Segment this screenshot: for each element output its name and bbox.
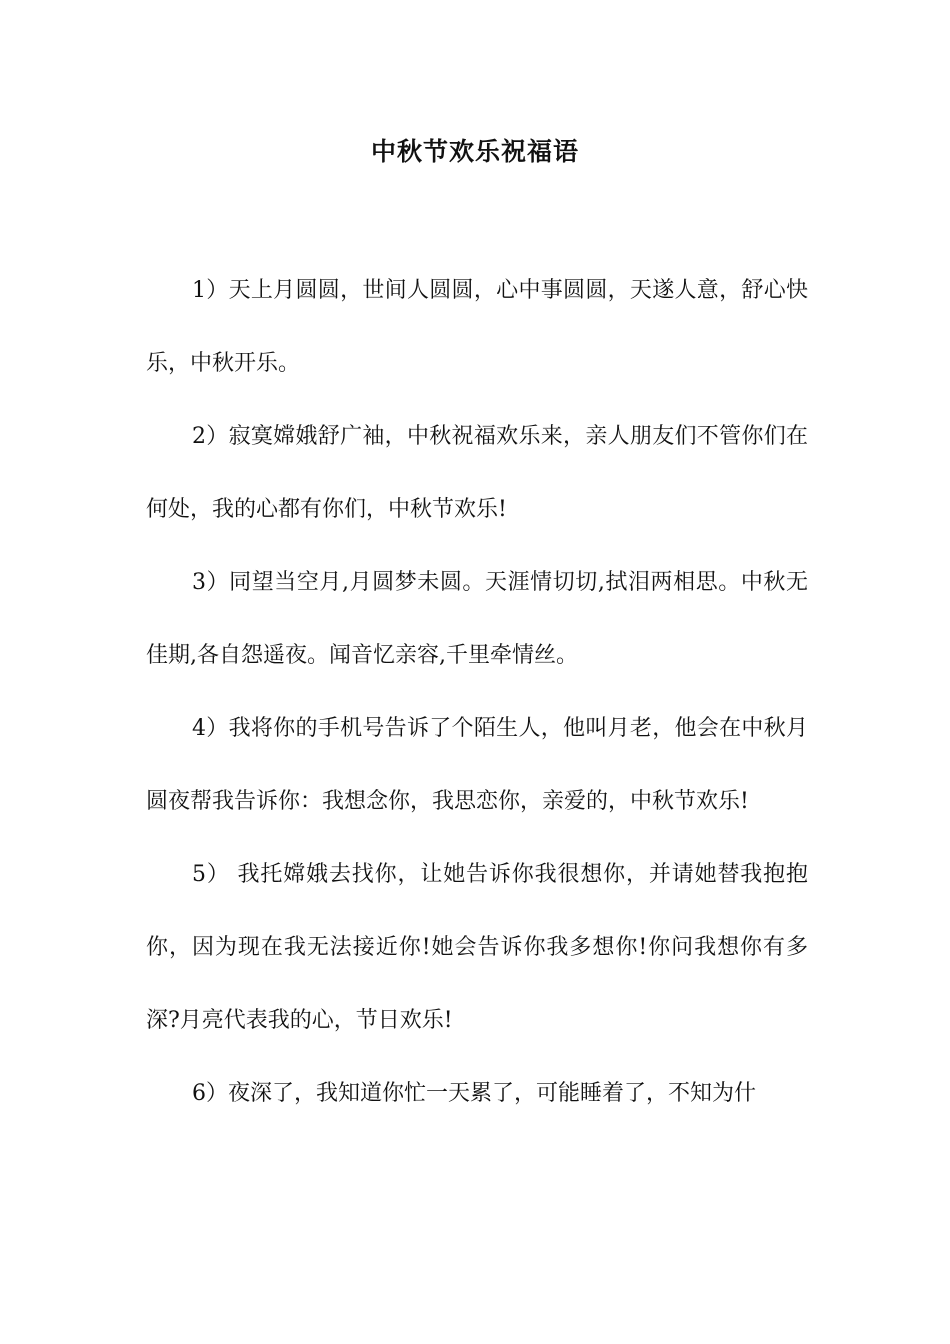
paragraph-number: 4） [192, 716, 229, 741]
paragraph-6 [146, 1057, 808, 1130]
paragraph-number: 6） [192, 1081, 228, 1106]
paragraph-text: 我将你的手机号告诉了个陌生人，他叫月老，他会在中秋月圆夜帮我告诉你：我想念你，我思恋你，亲爱的，中秋节欢乐! [146, 716, 808, 814]
paragraph-2 [146, 400, 808, 546]
document-body [146, 254, 808, 1130]
paragraph-text: 夜深了，我知道你忙一天累了，可能睡着了，不知为什 [228, 1081, 757, 1106]
paragraph-number: 5） [192, 862, 230, 887]
paragraph-4 [146, 692, 808, 838]
paragraph-text: 我托嫦娥去找你，让她告诉你我很想你，并请她替我抱抱你，因为现在我无法接近你!她会告诉你我多想你!你问我想你有多深?月亮代表我的心，节日欢乐! [146, 862, 808, 1033]
paragraph-number: 3） [192, 570, 230, 595]
paragraph-1 [146, 254, 808, 400]
paragraph-text: 寂寞嫦娥舒广袖，中秋祝福欢乐来，亲人朋友们不管你们在何处，我的心都有你们，中秋节欢乐! [146, 424, 808, 522]
paragraph-5 [146, 838, 808, 1057]
document-title: 中秋节欢乐祝福语 [370, 137, 579, 166]
paragraph-number: 1） [192, 278, 229, 303]
paragraph-text: 同望当空月,月圆梦未圆。天涯情切切,拭泪两相思。中秋无佳期,各自怨遥夜。闻音忆亲容,千里牵情丝。 [146, 570, 808, 668]
paragraph-text: 天上月圆圆，世间人圆圆，心中事圆圆，天遂人意，舒心快乐，中秋开乐。 [146, 278, 808, 376]
paragraph-number: 2） [192, 424, 229, 449]
paragraph-3 [146, 546, 808, 692]
